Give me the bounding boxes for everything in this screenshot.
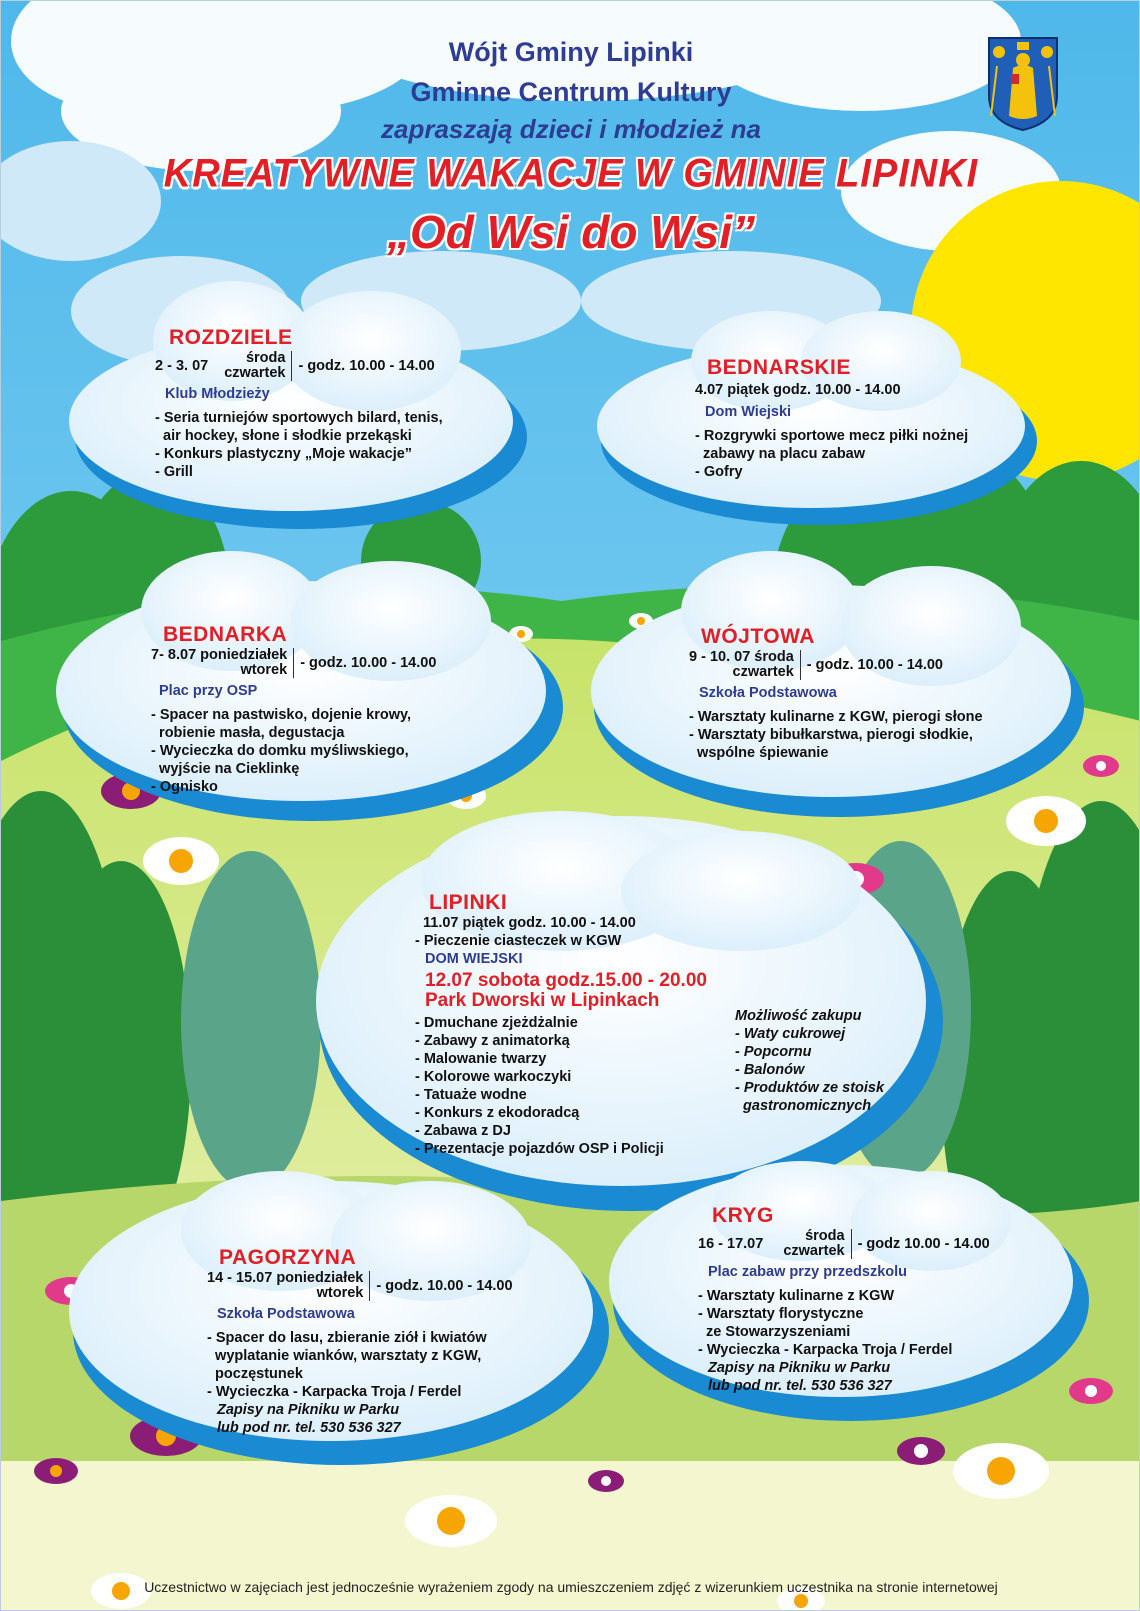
activity-item: - Tatuaże wodne (415, 1087, 527, 1103)
event-schedule (207, 1271, 513, 1301)
poster-subtitle: „Od Wsi do Wsi” (387, 206, 755, 258)
event-time: - godz. 10.00 - 14.00 (300, 655, 437, 671)
event-title: BEDNARKA (163, 623, 288, 646)
event-rozdziele (155, 326, 443, 481)
event-schedule: 4.07 piątek godz. 10.00 - 14.00 (695, 382, 901, 398)
event-venue-2: Park Dworski w Lipinkach (425, 990, 660, 1011)
activity-item: - Warsztaty bibułkarstwa, pierogi słodkie, (689, 727, 973, 743)
event-schedule (155, 351, 443, 381)
event-venue: Klub Młodzieży (165, 386, 270, 402)
event-day-2: wtorek (240, 662, 288, 678)
activity-item: zabawy na placu zabaw (695, 446, 866, 462)
activity-item: - Dmuchane zjeżdżalnie (415, 1015, 578, 1031)
activity-item: - Wycieczka do domku myśliwskiego, (151, 743, 409, 759)
event-kryg (698, 1204, 990, 1395)
activity-item: - Spacer na pastwisko, dojenie krowy, (151, 707, 412, 723)
purchase-list (735, 1025, 884, 1115)
event-bednarskie (695, 356, 969, 481)
activity-item: poczęstunek (207, 1366, 303, 1382)
event-time: - godz. 10.00 - 14.00 (298, 358, 435, 374)
event-day-2: czwartek (732, 664, 794, 680)
activity-item: - Warsztaty kulinarne z KGW (698, 1288, 895, 1304)
activity-item: - Ognisko (151, 779, 218, 795)
event-date-1: 11.07 piątek godz. 10.00 - 14.00 (423, 915, 636, 931)
event-venue-1: DOM WIEJSKI (425, 951, 523, 967)
event-time: - godz. 10.00 - 14.00 (806, 657, 943, 673)
activity-item: - Grill (155, 464, 193, 480)
event-pagorzyna (207, 1246, 513, 1437)
event-time: - godz. 10.00 - 14.00 (376, 1278, 513, 1294)
activity-item: - Prezentacje pojazdów OSP i Policji (415, 1141, 664, 1157)
event-venue: Plac zabaw przy przedszkolu (708, 1264, 908, 1280)
event-days (689, 650, 801, 680)
activity-list (207, 1329, 513, 1401)
event-dates: 7- 8.07 poniedziałek (151, 647, 288, 663)
activity-list (689, 708, 983, 762)
activity-item: robienie masła, degustacja (151, 725, 345, 741)
activity-list (698, 1287, 990, 1359)
activity-item: wyjście na Cieklinkę (151, 761, 300, 777)
event-title: ROZDZIELE (169, 326, 293, 349)
activity-item: - Malowanie twarzy (415, 1051, 547, 1067)
activity-item: - Kolorowe warkoczyki (415, 1069, 572, 1085)
event-day-2: wtorek (316, 1285, 364, 1301)
event-bednarka (151, 623, 437, 796)
event-day-2: czwartek (783, 1243, 845, 1259)
signup-note: Zapisy na Pikniku w Parku (217, 1402, 400, 1418)
event-days (207, 1271, 370, 1301)
activity-item: air hockey, słone i słodkie przekąski (155, 428, 412, 444)
event-venue: Plac przy OSP (159, 683, 258, 699)
activity-list (151, 706, 436, 796)
event-title: WÓJTOWA (701, 625, 815, 648)
activity-item: wyplatanie wianków, warsztaty z KGW, (207, 1348, 482, 1364)
activity-item: - Konkurs plastyczny „Moje wakacje” (155, 446, 413, 462)
activity-item: ze Stowarzyszeniami (698, 1324, 851, 1340)
purchase-item: - Popcornu (735, 1044, 812, 1060)
event-schedule (689, 650, 983, 680)
event-venue: Szkoła Podstawowa (217, 1306, 355, 1322)
event-date-2: 12.07 sobota godz.15.00 - 20.00 (425, 970, 707, 991)
event-days (224, 351, 292, 381)
event-dates: 14 - 15.07 poniedziałek (207, 1270, 364, 1286)
invitation-line: zapraszają dzieci i młodzież na (380, 114, 762, 144)
activity-item: wspólne śpiewanie (689, 745, 829, 761)
event-dates: 2 - 3. 07 (155, 358, 209, 374)
event-venue: Dom Wiejski (705, 404, 792, 420)
activity-list (415, 1014, 707, 1158)
purchase-options (735, 1007, 884, 1115)
event-wojtowa (689, 625, 983, 762)
activity-item: - Rozgrywki sportowe mecz piłki nożnej (695, 428, 969, 444)
event-time: - godz 10.00 - 14.00 (857, 1236, 990, 1252)
purchase-item: - Produktów ze stoisk (735, 1080, 885, 1096)
event-schedule (151, 648, 436, 678)
signup-phone: lub pod nr. tel. 530 536 327 (708, 1378, 892, 1394)
event-dates: 9 - 10. 07 środa (689, 649, 794, 665)
purchase-title: Możliwość zakupu (735, 1008, 862, 1024)
event-days (783, 1229, 851, 1259)
event-schedule (698, 1229, 990, 1259)
organizer-line-2: Gminne Centrum Kultury (410, 77, 732, 107)
event-title: KRYG (712, 1204, 774, 1227)
event-day-1: środa (245, 350, 286, 366)
activity-item: - Wycieczka - Karpacka Troja / Ferdel (698, 1342, 953, 1358)
event-title: LIPINKI (429, 891, 508, 914)
activity-item: - Warsztaty florystyczne (698, 1306, 864, 1322)
purchase-item: - Balonów (735, 1062, 805, 1078)
event-dates: 16 - 17.07 (698, 1236, 764, 1252)
activity-item: - Warsztaty kulinarne z KGW, pierogi słone (689, 709, 983, 725)
purchase-item: gastronomicznych (735, 1098, 872, 1114)
activity-list (155, 409, 443, 481)
activity-item: - Wycieczka - Karpacka Troja / Ferdel (207, 1384, 462, 1400)
event-title: BEDNARSKIE (707, 356, 851, 379)
activity-item: - Pieczenie ciasteczek w KGW (415, 933, 622, 949)
poster-title: KREATYWNE WAKACJE W GMINIE LIPINKI (163, 151, 979, 197)
event-days (151, 648, 294, 678)
activity-list (695, 427, 968, 481)
activity-item: - Spacer do lasu, zbieranie ziół i kwiatów (207, 1330, 487, 1346)
activity-item: - Konkurs z ekodoradcą (415, 1105, 580, 1121)
activity-item: - Gofry (695, 464, 743, 480)
event-day-1: środa (805, 1228, 845, 1244)
signup-phone: lub pod nr. tel. 530 536 327 (217, 1420, 401, 1436)
activity-item: - Zabawa z DJ (415, 1123, 511, 1139)
activity-item: - Seria turniejów sportowych bilard, tenis, (155, 410, 443, 426)
organizer-line-1: Wójt Gminy Lipinki (448, 37, 694, 67)
event-venue: Szkoła Podstawowa (699, 685, 837, 701)
consent-footer: Uczestnictwo w zajęciach jest jednocześnie wyrażeniem zgody na umieszczeniem zdjęć z wizerunkiem uczestnika na stronie internetowej (144, 1579, 998, 1595)
activity-item: - Zabawy z animatorką (415, 1033, 570, 1049)
event-title: PAGORZYNA (219, 1246, 357, 1269)
event-day-2: czwartek (224, 365, 286, 381)
event-lipinki (415, 891, 707, 1158)
signup-note: Zapisy na Pikniku w Parku (708, 1360, 891, 1376)
purchase-item: - Waty cukrowej (735, 1026, 846, 1042)
